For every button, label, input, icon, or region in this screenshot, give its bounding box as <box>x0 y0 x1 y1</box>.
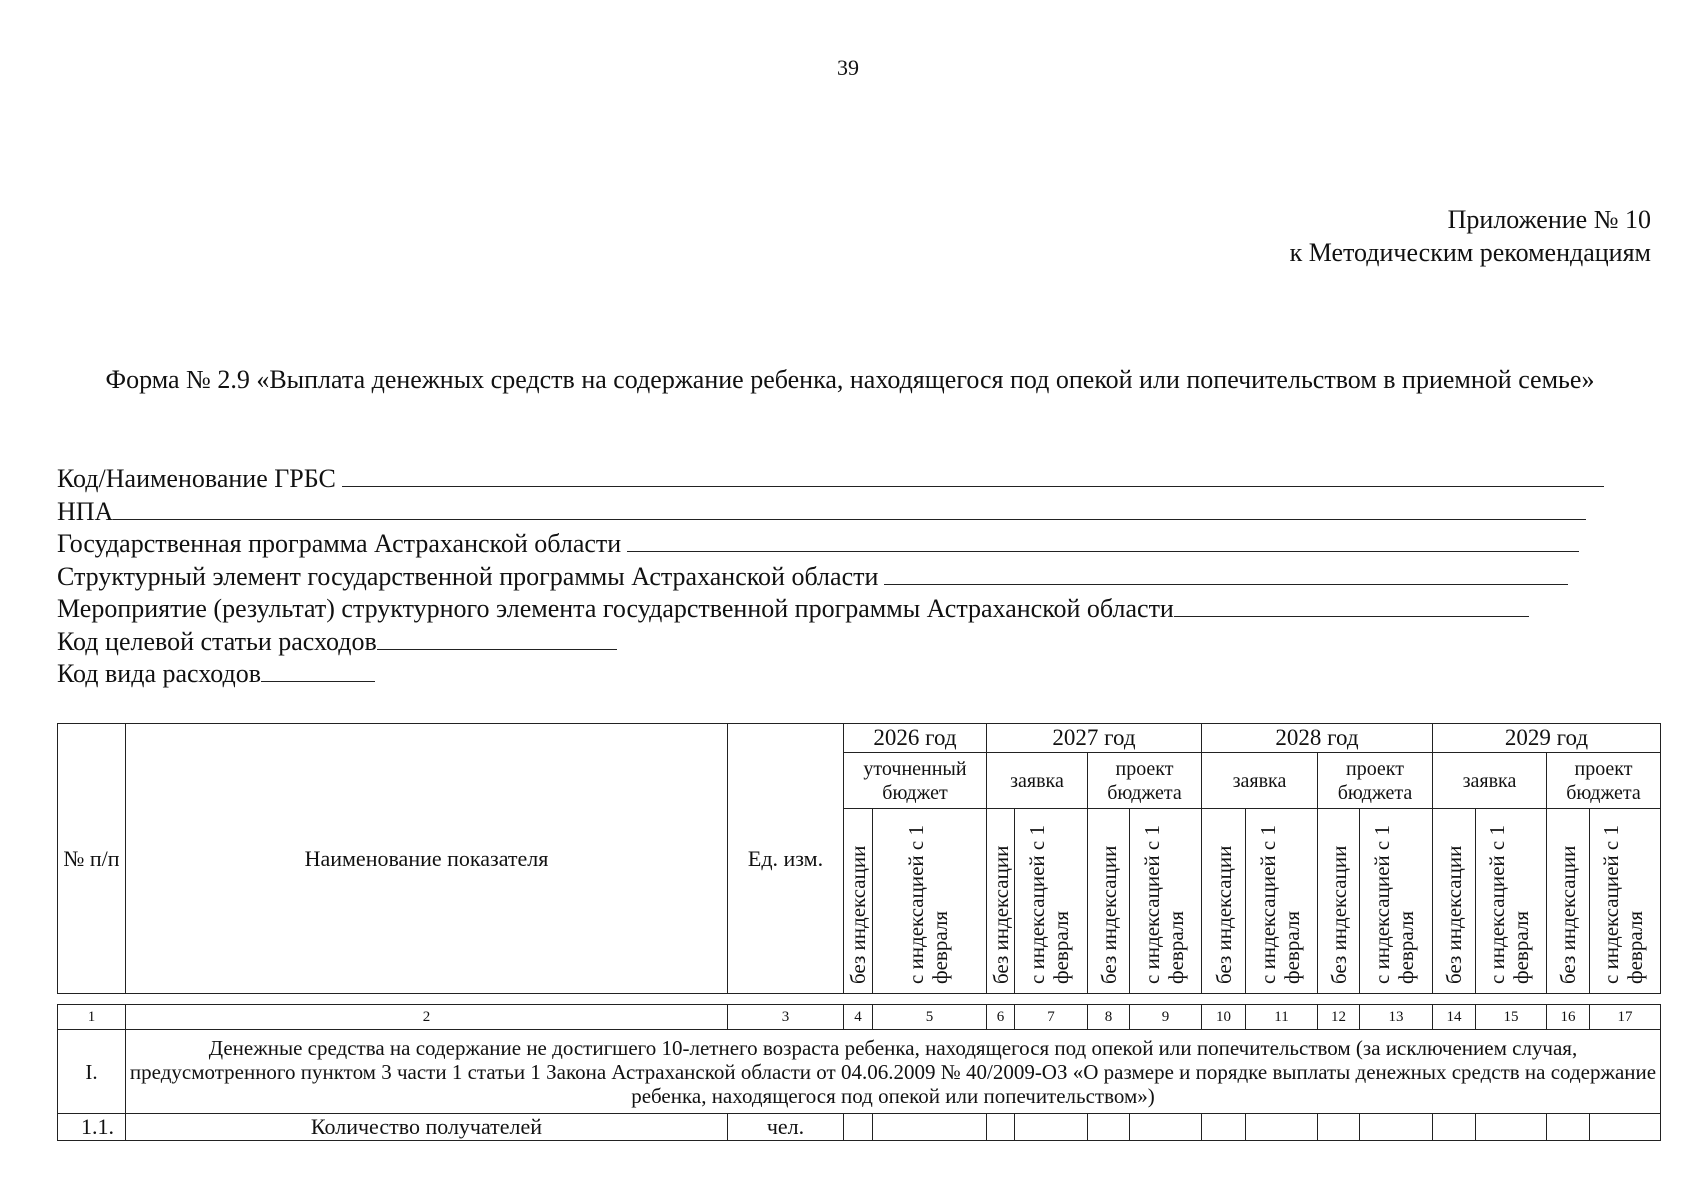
value-cell[interactable] <box>1202 1114 1246 1141</box>
field-line-grbs[interactable] <box>342 462 1604 487</box>
value-cell[interactable] <box>1476 1114 1547 1141</box>
field-line-expense-code[interactable] <box>261 657 375 682</box>
header-2027-request: заявка <box>987 753 1088 809</box>
header-col-8-text: без индексации <box>1096 845 1121 984</box>
header-2029-request: заявка <box>1433 753 1547 809</box>
header-col-11 <box>1246 809 1318 994</box>
field-line-measure[interactable] <box>1174 592 1529 617</box>
header-col-17 <box>1590 809 1661 994</box>
field-program <box>57 527 1647 560</box>
col-number: 10 <box>1202 1005 1246 1030</box>
header-year-2027: 2027 год <box>987 724 1202 753</box>
col-number: 3 <box>728 1005 844 1030</box>
col-number: 9 <box>1130 1005 1202 1030</box>
header-col-6-text: без индексации <box>988 845 1013 984</box>
appendix-line-2: к Методическим рекомендациям <box>1289 238 1651 267</box>
page-number: 39 <box>837 55 859 80</box>
field-label-target-code: Код целевой статьи расходов <box>57 626 377 656</box>
value-cell[interactable] <box>1015 1114 1088 1141</box>
header-2026-refined: уточненный бюджет <box>844 753 987 809</box>
header-year-2029: 2029 год <box>1433 724 1661 753</box>
field-grbs <box>57 462 1647 495</box>
header-col-9 <box>1130 809 1202 994</box>
value-cell[interactable] <box>873 1114 987 1141</box>
col-number: 17 <box>1590 1005 1661 1030</box>
header-col-12 <box>1318 809 1360 994</box>
row-number: 1.1. <box>58 1114 126 1141</box>
col-number: 16 <box>1547 1005 1590 1030</box>
value-cell[interactable] <box>1130 1114 1202 1141</box>
field-line-structural-element[interactable] <box>884 560 1568 585</box>
field-label-program: Государственная программа Астраханской области <box>57 529 622 558</box>
column-number-row <box>58 1005 1661 1030</box>
header-col-16-text: без индексации <box>1556 845 1580 984</box>
header-col-15 <box>1476 809 1547 994</box>
header-col-8 <box>1088 809 1130 994</box>
header-col-4 <box>844 809 873 994</box>
col-number: 5 <box>873 1005 987 1030</box>
header-col-7 <box>1015 809 1088 994</box>
value-cell[interactable] <box>1590 1114 1661 1141</box>
indicators-table <box>57 723 1661 1141</box>
field-target-code <box>57 625 1647 658</box>
value-cell[interactable] <box>987 1114 1015 1141</box>
col-number: 1 <box>58 1005 126 1030</box>
col-number: 8 <box>1088 1005 1130 1030</box>
header-2029-draft: проект бюджета <box>1547 753 1661 809</box>
header-col-16 <box>1547 809 1590 994</box>
col-number: 11 <box>1246 1005 1318 1030</box>
header-col-13 <box>1360 809 1433 994</box>
value-cell[interactable] <box>1547 1114 1590 1141</box>
section-row <box>58 1030 1661 1114</box>
col-number: 15 <box>1476 1005 1547 1030</box>
row-unit: чел. <box>728 1114 844 1141</box>
col-number: 14 <box>1433 1005 1476 1030</box>
header-2028-draft: проект бюджета <box>1318 753 1433 809</box>
header-col-12-text: без индексации <box>1326 845 1351 984</box>
header-2028-request: заявка <box>1202 753 1318 809</box>
header-year-2028: 2028 год <box>1202 724 1433 753</box>
form-fields <box>57 462 1647 690</box>
field-measure <box>57 592 1647 625</box>
value-cell[interactable] <box>1246 1114 1318 1141</box>
header-col-9-text: с индексацией с 1 февраля <box>1139 824 1188 984</box>
header-name: Наименование показателя <box>126 724 728 994</box>
header-num: № п/п <box>58 724 126 994</box>
header-col-7-text: с индексацией с 1 февраля <box>1025 824 1073 984</box>
field-expense-code <box>57 657 1647 690</box>
field-label-npa: НПА <box>57 496 114 526</box>
field-line-program[interactable] <box>627 527 1579 552</box>
header-col-15-text: с индексацией с 1 февраля <box>1485 824 1533 984</box>
col-number: 7 <box>1015 1005 1088 1030</box>
field-label-expense-code: Код вида расходов <box>57 659 261 688</box>
section-text: Денежные средства на содержание не достигшего 10-летнего возраста ребенка, находящегося под опекой или попечительством (за исключением случая, предусмотренного пунктом 3 части 1 статьи 1 Закона Астраханской области от 04.06.2009 № 40/2009-ОЗ «О размере и порядке выплаты денежных средств на содержание ребенка, находящегося под опекой или попечительством») <box>126 1030 1661 1114</box>
col-number: 4 <box>844 1005 873 1030</box>
field-label-grbs: Код/Наименование ГРБС <box>57 464 336 493</box>
appendix-line-1: Приложение № 10 <box>1447 205 1651 234</box>
header-col-6 <box>987 809 1015 994</box>
header-col-5-text: с индексацией с 1 февраля <box>903 824 952 984</box>
header-col-4-text: без индексации <box>846 845 870 984</box>
field-line-target-code[interactable] <box>377 625 617 650</box>
col-number: 12 <box>1318 1005 1360 1030</box>
field-structural-element <box>57 560 1647 593</box>
form-title: Форма № 2.9 «Выплата денежных средств на содержание ребенка, находящегося под опекой или попечительством в приемной семье» <box>105 365 1595 394</box>
value-cell[interactable] <box>844 1114 873 1141</box>
header-col-5 <box>873 809 987 994</box>
header-col-10-text: без индексации <box>1211 845 1236 984</box>
table-row <box>58 1114 1661 1141</box>
header-col-10 <box>1202 809 1246 994</box>
header-unit: Ед. изм. <box>728 724 844 994</box>
col-number: 13 <box>1360 1005 1433 1030</box>
section-number: I. <box>58 1030 126 1114</box>
field-label-structural-element: Структурный элемент государственной программы Астраханской области <box>57 561 879 591</box>
header-col-13-text: с индексацией с 1 февраля <box>1370 824 1418 984</box>
field-label-measure: Мероприятие (результат) структурного элемента государственной программы Астраханской области <box>57 594 1174 623</box>
header-col-11-text: с индексацией с 1 февраля <box>1255 824 1304 984</box>
value-cell[interactable] <box>1318 1114 1360 1141</box>
field-npa <box>57 495 1647 528</box>
header-2027-draft: проект бюджета <box>1088 753 1202 809</box>
col-number: 2 <box>126 1005 728 1030</box>
col-number: 6 <box>987 1005 1015 1030</box>
field-line-npa[interactable] <box>113 495 1586 520</box>
header-gap <box>58 994 1661 1005</box>
value-cell[interactable] <box>1088 1114 1130 1141</box>
header-year-2026: 2026 год <box>844 724 987 753</box>
row-name: Количество получателей <box>126 1114 728 1141</box>
value-cell[interactable] <box>1360 1114 1433 1141</box>
header-col-17-text: с индексацией с 1 февраля <box>1599 824 1647 984</box>
header-col-14 <box>1433 809 1476 994</box>
appendix-note <box>1290 203 1651 269</box>
value-cell[interactable] <box>1433 1114 1476 1141</box>
header-col-14-text: без индексации <box>1442 845 1466 984</box>
